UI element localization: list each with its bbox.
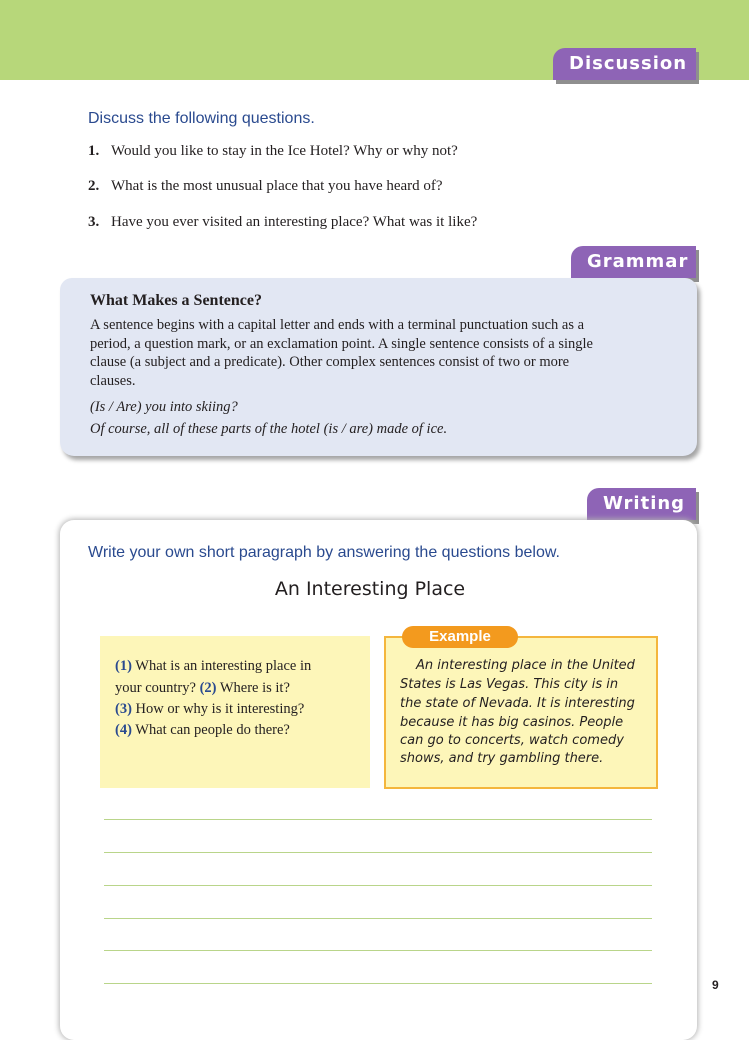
prompt-text: What can people do there? [131,722,290,738]
prompt-questions-box [100,636,370,788]
prompt-number: (2) [199,680,217,696]
prompt-line [115,680,290,697]
writing-box [60,520,697,1040]
grammar-tab: Grammar [571,246,696,278]
grammar-line: clause (a subject and a predicate). Other complex sentences consist of two or more [90,354,570,370]
writing-line[interactable] [104,819,652,820]
writing-line[interactable] [104,983,652,984]
question-text: Have you ever visited an interesting place? What was it like? [111,214,478,230]
prompt-text: Where is it? [216,680,290,696]
example-line: shows, and try gambling there. [400,751,604,766]
grammar-box [60,278,697,456]
example-label: Example [402,626,518,648]
example-line: An interesting place in the United [416,658,635,673]
discussion-question [88,214,477,231]
writing-line[interactable] [104,918,652,919]
example-line: States is Las Vegas. This city is in [400,677,619,692]
example-line: the state of Nevada. It is interesting [400,696,635,711]
prompt-line [115,658,311,675]
page-number: 9 [712,978,719,992]
example-box [384,628,658,789]
discussion-question [88,178,443,195]
grammar-line: A sentence begins with a capital letter and ends with a terminal punctuation such as a [90,317,585,333]
question-text: Would you like to stay in the Ice Hotel? Why or why not? [111,143,458,159]
prompt-number: (4) [115,722,132,738]
question-number: 3. [88,214,100,230]
example-line: because it has big casinos. People [400,715,624,730]
writing-line[interactable] [104,885,652,886]
prompt-text: your country? [115,680,200,696]
grammar-line: period, a question mark, or an exclamation point. A single sentence consists of a single [90,335,593,352]
grammar-example: Of course, all of these parts of the hotel (is / are) made of ice. [90,421,448,437]
question-number: 1. [88,143,100,159]
discussion-question [88,143,458,160]
discussion-instruction: Discuss the following questions. [88,110,315,127]
discussion-tab: Discussion [553,48,696,80]
grammar-line: clauses. [90,372,136,389]
prompt-text: How or why is it interesting? [131,701,305,717]
writing-title: An Interesting Place [274,578,466,600]
grammar-example: (Is / Are) you into skiing? [90,399,238,415]
prompt-number: (1) [115,658,132,674]
prompt-line [115,701,304,718]
writing-instruction: Write your own short paragraph by answering the questions below. [88,544,560,561]
grammar-explanation [90,316,680,390]
prompt-text: What is an interesting place in [131,658,312,674]
example-line: can go to concerts, watch comedy [400,733,624,748]
question-text: What is the most unusual place that you have heard of? [111,178,443,194]
writing-line[interactable] [104,852,652,853]
writing-line[interactable] [104,950,652,951]
grammar-title: What Makes a Sentence? [90,292,262,309]
writing-tab: Writing [587,488,696,520]
prompt-line [115,722,290,739]
prompt-number: (3) [115,701,132,717]
question-number: 2. [88,178,100,194]
